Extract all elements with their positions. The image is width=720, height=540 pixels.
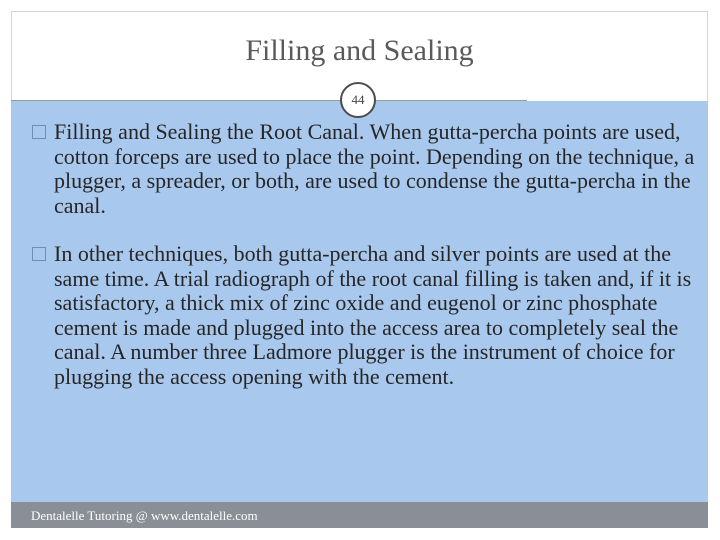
bullet-list	[32, 120, 704, 413]
bullet-text: In other techniques, both gutta-percha and silver points are used at the same time. A trial radiograph of the root canal filling is taken and, if it is satisfactory, a thick mix of zinc oxide and eugenol or zinc phosphate cement is made and plugged into the access area to completely seal the canal. A number three Ladmore plugger is the instrument of choice for plugging the access opening with the cement.	[54, 241, 692, 389]
bullet-text: Filling and Sealing the Root Canal. When gutta-percha points are used, cotton forceps are used to place the point. Depending on the technique, a plugger, a spreader, or both, are used to condense the gutta-percha in the canal.	[54, 119, 695, 218]
page-number-badge: 44	[340, 82, 376, 118]
bullet-item	[32, 120, 704, 218]
square-bullet-icon	[32, 125, 46, 139]
footer-text: Dentalelle Tutoring @ www.dentalelle.com	[31, 508, 258, 523]
slide-title: Filling and Sealing	[245, 34, 474, 67]
bullet-item	[32, 242, 704, 389]
square-bullet-icon	[32, 247, 46, 261]
